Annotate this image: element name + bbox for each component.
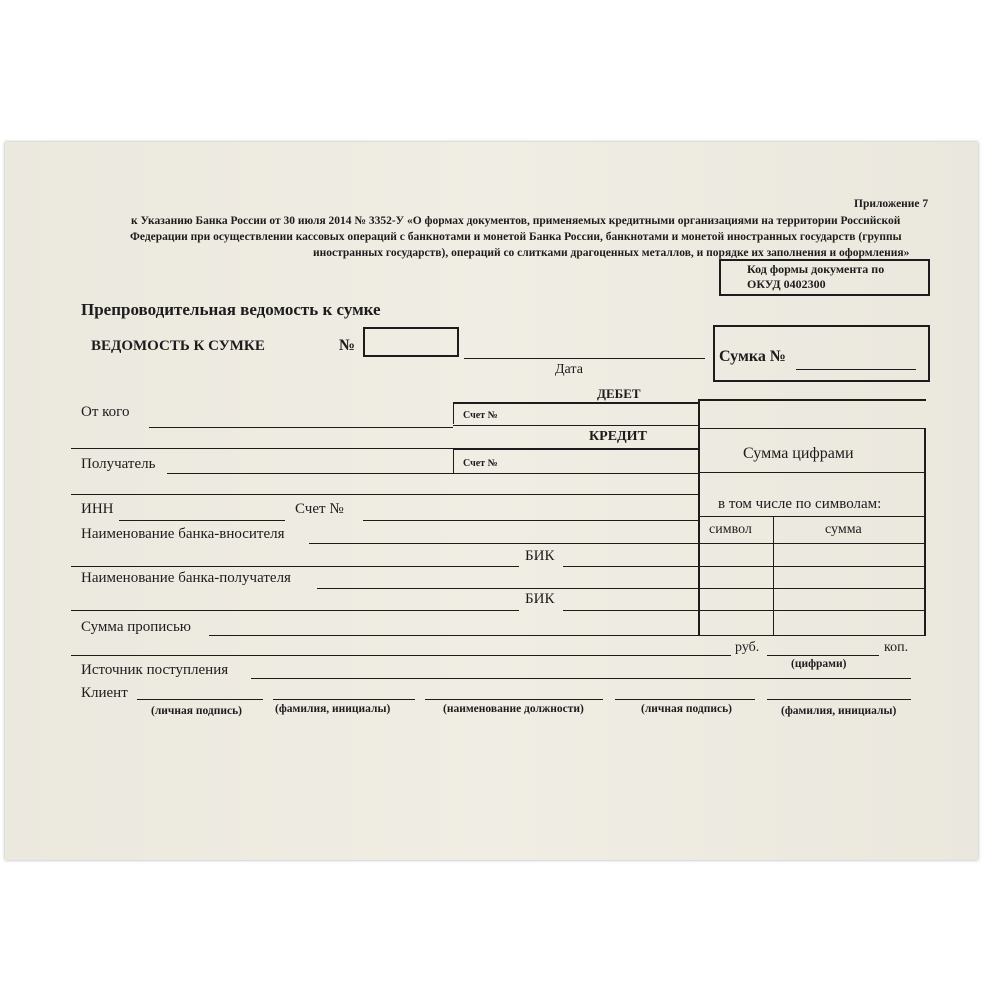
recipient-bank-label: Наименование банка-получателя	[81, 570, 291, 586]
bag-label: Сумка №	[719, 348, 786, 365]
digits-caption: (цифрами)	[791, 658, 847, 670]
amount-table-row-4	[698, 610, 926, 611]
page-title: Препроводительная ведомость к сумке	[81, 300, 381, 319]
recipient-line[interactable]	[167, 473, 453, 474]
by-symbols-label: в том числе по символам:	[718, 496, 882, 512]
name-initials-caption: (фамилия, инициалы)	[275, 703, 391, 715]
amount-table-row-2	[698, 566, 926, 567]
depositor-bank-line[interactable]	[309, 543, 698, 544]
debit-account-line[interactable]	[453, 425, 698, 426]
statement-label: ВЕДОМОСТЬ К СУМКЕ	[91, 338, 265, 354]
form-code-line-2: ОКУД 0402300	[747, 277, 826, 291]
amount-digits-label: Сумма цифрами	[743, 445, 854, 462]
client-signature-line[interactable]	[137, 699, 263, 700]
decree-line-1: к Указанию Банка России от 30 июля 2014 № 3352-У «О формах документов, применяемых кредитными организациями на территории Российской	[131, 215, 901, 227]
credit-label: КРЕДИТ	[589, 429, 647, 444]
source-label: Источник поступления	[81, 662, 229, 678]
amount-table-left-border	[698, 399, 700, 636]
account-no-label: Счет №	[295, 501, 344, 517]
client-label: Клиент	[81, 685, 128, 701]
account-no-line[interactable]	[363, 520, 698, 521]
sum-header: сумма	[825, 522, 862, 537]
credit-account-line[interactable]	[453, 473, 698, 474]
credit-account-label: Счет №	[463, 458, 498, 469]
client-name-line[interactable]	[273, 699, 415, 700]
recipient-bik-line[interactable]	[563, 610, 698, 611]
position-name-line[interactable]	[425, 699, 603, 700]
credit-left-tick	[453, 448, 454, 473]
debit-account-label: Счет №	[463, 410, 498, 421]
appendix-label: Приложение 7	[854, 198, 929, 210]
second-name-line[interactable]	[767, 699, 911, 700]
name-initials-caption-2: (фамилия, инициалы)	[781, 705, 897, 717]
amount-table-top-border	[698, 399, 926, 401]
amount-words-label: Сумма прописью	[81, 619, 192, 635]
decree-line-3: иностранных государств), операций со слитками драгоценных металлов, и порядке их заполнения и оформления»	[313, 247, 910, 259]
debit-top-line	[453, 402, 698, 404]
amount-table-bottom-border	[698, 635, 926, 636]
depositor-bik-line[interactable]	[563, 566, 698, 567]
statement-number-field[interactable]	[363, 327, 459, 357]
source-line[interactable]	[251, 678, 911, 679]
amount-table-right-border	[924, 428, 926, 636]
number-sign: №	[339, 337, 356, 354]
credit-top-line	[453, 448, 698, 450]
personal-signature-caption: (личная подпись)	[151, 705, 242, 717]
depositor-bank-label: Наименование банка-вносителя	[81, 526, 285, 542]
amount-table-divider	[773, 516, 774, 636]
inn-label: ИНН	[81, 501, 114, 517]
form-sheet	[5, 142, 978, 860]
amount-words-line[interactable]	[209, 635, 698, 636]
personal-signature-caption-2: (личная подпись)	[641, 703, 732, 715]
form-code-line-1: Код формы документа по	[747, 262, 885, 276]
inn-line[interactable]	[119, 520, 285, 521]
symbol-header: символ	[709, 522, 752, 537]
amount-digits-line[interactable]	[767, 655, 879, 656]
kop-label: коп.	[884, 640, 909, 655]
debit-label: ДЕБЕТ	[597, 386, 641, 401]
bag-number-line[interactable]	[796, 369, 916, 370]
amount-words-line-2[interactable]	[71, 655, 731, 656]
position-name-caption: (наименование должности)	[443, 703, 584, 715]
decree-line-2: Федерации при осуществлении кассовых операций с банкнотами и монетой Банка России, банкнотами и монетой иностранных государств (группы	[130, 231, 902, 243]
recipient-bank-line-2[interactable]	[71, 610, 519, 611]
amount-table-row-3	[698, 588, 926, 589]
amount-table-row-1	[698, 543, 926, 544]
from-line-2[interactable]	[71, 448, 453, 449]
recipient-bik-label: БИК	[525, 591, 555, 607]
amount-table-line-2	[698, 472, 926, 473]
depositor-bik-label: БИК	[525, 548, 555, 564]
from-line[interactable]	[149, 427, 453, 428]
from-label: От кого	[81, 404, 130, 420]
date-label: Дата	[555, 362, 583, 377]
debit-left-tick	[453, 402, 454, 424]
amount-table-line-1	[698, 428, 926, 429]
recipient-bank-line[interactable]	[317, 588, 698, 589]
recipient-line-2[interactable]	[71, 494, 698, 495]
rub-label: руб.	[735, 640, 760, 655]
depositor-bank-line-2[interactable]	[71, 566, 519, 567]
second-signature-line[interactable]	[615, 699, 755, 700]
recipient-label: Получатель	[81, 456, 156, 472]
date-line[interactable]	[464, 358, 705, 359]
amount-table-line-3	[698, 516, 926, 517]
